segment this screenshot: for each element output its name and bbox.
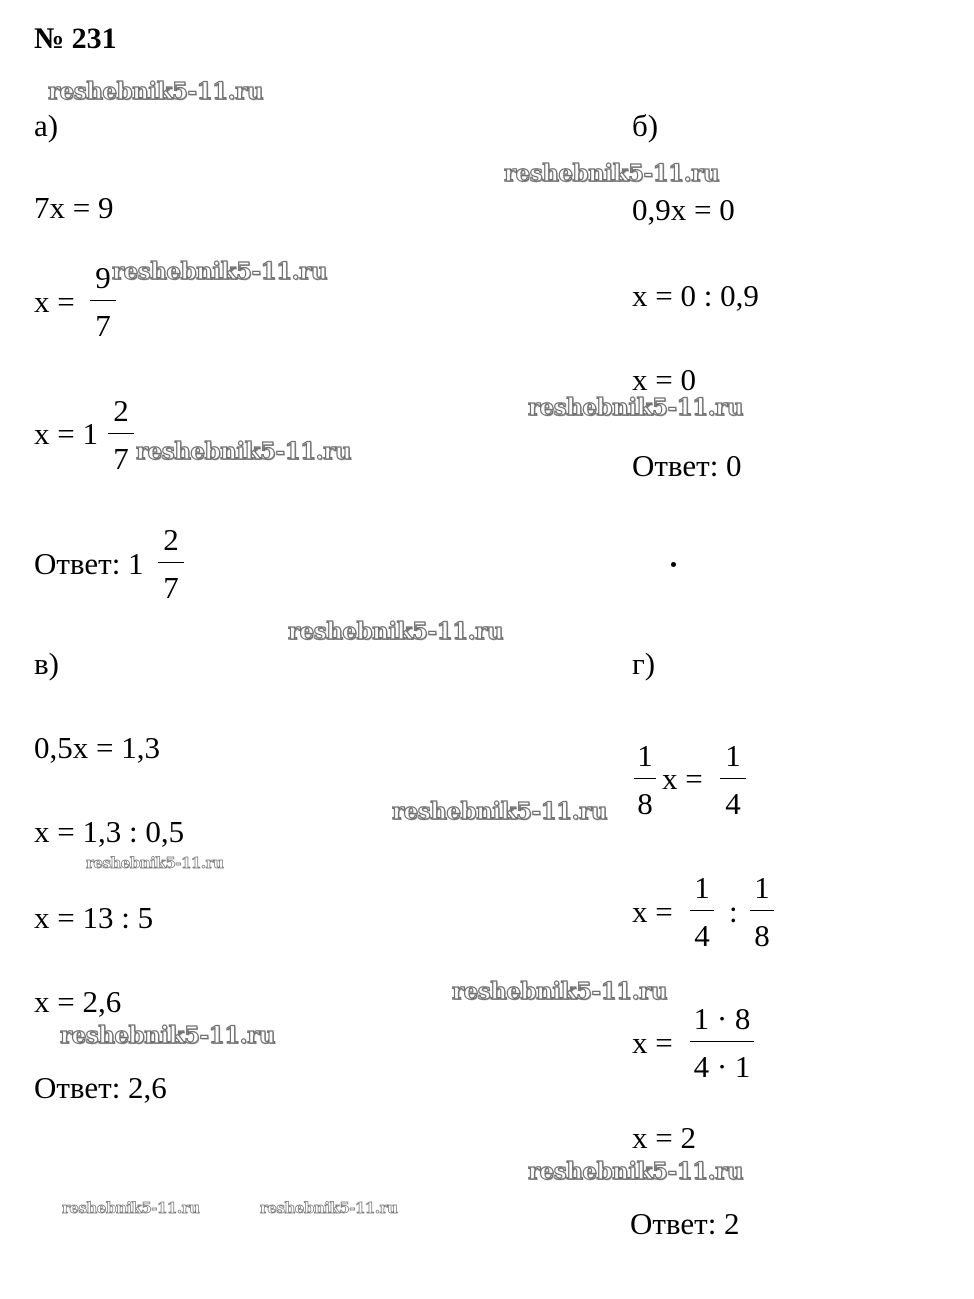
part-g-eq1-mid: x = <box>662 761 703 796</box>
watermark: reshebnik5-11.ru <box>112 258 327 285</box>
part-g-eq2-op: : <box>729 894 738 929</box>
part-g-eq3-fraction <box>690 1003 754 1082</box>
part-v-line2: x = 1,3 : 0,5 <box>34 814 185 849</box>
watermark: reshebnik5-11.ru <box>392 798 607 825</box>
fraction-bar <box>690 1041 754 1042</box>
fraction-bar <box>90 300 116 301</box>
part-a-x-eq: x = <box>34 284 75 319</box>
watermark: reshebnik5-11.ru <box>48 78 263 105</box>
part-b-line3: x = 0 <box>632 362 696 397</box>
fraction-numerator: 1 · 8 <box>693 1001 751 1036</box>
watermark: reshebnik5-11.ru <box>60 1022 275 1049</box>
part-a-label: а) <box>34 108 59 143</box>
problem-number: № 231 <box>34 22 117 55</box>
watermark: reshebnik5-11.ru <box>86 854 224 872</box>
fraction-numerator: 9 <box>95 260 111 295</box>
part-a-answer-fraction <box>158 524 184 603</box>
part-v-answer: Ответ: 2,6 <box>34 1070 167 1105</box>
fraction-denominator: 4 <box>725 786 741 821</box>
fraction-numerator: 1 <box>725 738 741 773</box>
part-g-eq2-fraction-right <box>750 872 774 951</box>
fraction-denominator: 8 <box>637 786 653 821</box>
fraction-denominator: 7 <box>113 441 129 476</box>
part-v-label: в) <box>34 646 59 681</box>
fraction-numerator: 2 <box>113 393 129 428</box>
fraction-denominator: 7 <box>95 308 111 343</box>
fraction-bar <box>634 778 656 779</box>
part-a-line1: 7x = 9 <box>34 190 114 225</box>
part-b-line2: x = 0 : 0,9 <box>632 278 759 313</box>
watermark: reshebnik5-11.ru <box>288 618 503 645</box>
fraction-denominator: 7 <box>163 570 179 605</box>
part-g-eq1-fraction-right <box>720 740 746 819</box>
stray-dot <box>671 562 676 567</box>
part-v-line3: x = 13 : 5 <box>34 900 154 935</box>
watermark: reshebnik5-11.ru <box>136 438 351 465</box>
fraction-bar <box>720 778 746 779</box>
part-g-answer: Ответ: 2 <box>630 1206 740 1241</box>
part-b-line1: 0,9x = 0 <box>632 192 735 227</box>
fraction-numerator: 1 <box>694 870 710 905</box>
part-v-line4: x = 2,6 <box>34 984 122 1019</box>
part-g-eq2-fraction-left <box>690 872 714 951</box>
part-a-answer: Ответ: 1 <box>34 546 144 581</box>
watermark: reshebnik5-11.ru <box>528 394 743 421</box>
watermark: reshebnik5-11.ru <box>528 1158 743 1185</box>
part-g-line4: x = 2 <box>632 1120 696 1155</box>
part-a-x-eq2: x = 1 <box>34 416 98 451</box>
part-b-label: б) <box>632 108 659 143</box>
part-g-eq3-lhs: x = <box>632 1025 673 1060</box>
fraction-denominator: 4 <box>694 918 710 953</box>
part-g-eq2-lhs: x = <box>632 894 673 929</box>
fraction-bar <box>158 562 184 563</box>
part-b-answer: Ответ: 0 <box>632 448 742 483</box>
watermark: reshebnik5-11.ru <box>62 1199 200 1217</box>
fraction-numerator: 1 <box>637 738 653 773</box>
fraction-numerator: 1 <box>754 870 770 905</box>
fraction-bar <box>690 910 714 911</box>
part-v-line1: 0,5x = 1,3 <box>34 730 160 765</box>
watermark: reshebnik5-11.ru <box>260 1199 398 1217</box>
part-g-eq1-fraction-left <box>634 740 656 819</box>
fraction-bar <box>108 433 134 434</box>
part-g-label: г) <box>632 646 656 681</box>
fraction-bar <box>750 910 774 911</box>
part-a-fraction-1 <box>90 262 116 341</box>
watermark: reshebnik5-11.ru <box>504 160 719 187</box>
watermark: reshebnik5-11.ru <box>452 978 667 1005</box>
fraction-denominator: 4 · 1 <box>693 1049 751 1084</box>
fraction-numerator: 2 <box>163 522 179 557</box>
part-a-fraction-2 <box>108 395 134 474</box>
fraction-denominator: 8 <box>754 918 770 953</box>
